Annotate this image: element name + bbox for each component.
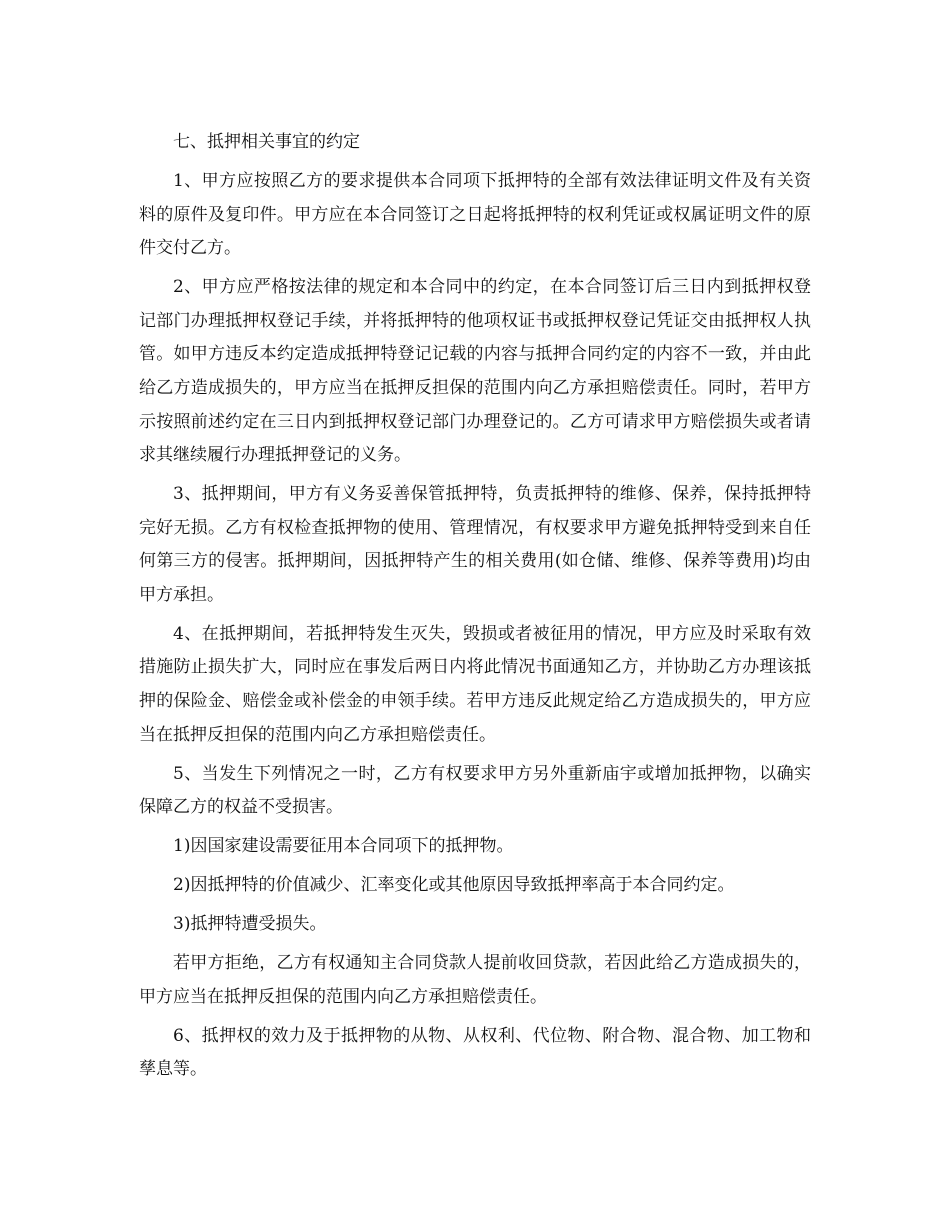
list-item: 2)因抵押特的价值减少、汇率变化或其他原因导致抵押率高于本合同约定。 (173, 875, 735, 896)
clause-paragraph: 1、甲方应按照乙方的要求提供本合同项下抵押特的全部有效法律证明文件及有关资料的原件及复印件。甲方应在本合同签订之日起将抵押特的权利凭证或权属证明文件的原件交付乙方。 (139, 170, 811, 259)
clause-paragraph: 若甲方拒绝，乙方有权通知主合同贷款人提前收回贷款，若因此给乙方造成损失的，甲方应当在抵押反担保的范围内向乙方承担赔偿责任。 (139, 953, 811, 1007)
clause-paragraph: 4、在抵押期间，若抵押特发生灭失，毁损或者被征用的情况，甲方应及时采取有效措施防止损失扩大，同时应在事发后两日内将此情况书面通知乙方，并协助乙方办理该抵押的保险金、赔偿金或补偿金的申领手续。若甲方违反此规定给乙方造成损失的，甲方应当在抵押反担保的范围内向乙方承担赔偿责任。 (139, 623, 811, 745)
clause-paragraph: 3、抵押期间，甲方有义务妥善保管抵押特，负责抵押特的维修、保养，保持抵押特完好无损。乙方有权检查抵押物的使用、管理情况，有权要求甲方避免抵押特受到来自任何第三方的侵害。抵押期间，因抵押特产生的相关费用(如仓储、维修、保养等费用)均由甲方承担。 (139, 484, 811, 605)
clause-paragraph: 2、甲方应严格按法律的规定和本合同中的约定，在本合同签订后三日内到抵押权登记部门办理抵押权登记手续，并将抵押特的他项权证书或抵押权登记凭证交由抵押权人执管。如甲方违反本约定造成抵押特登记记载的内容与抵押合同约定的内容不一致，并由此给乙方造成损失的，甲方应当在抵押反担保的范围内向乙方承担赔偿责任。同时，若甲方示按照前述约定在三日内到抵押权登记部门办理登记的。乙方可请求甲方赔偿损失或者请求其继续履行办理抵押登记的义务。 (139, 277, 811, 466)
section-heading: 七、抵押相关事宜的约定 (173, 132, 360, 152)
list-item: 1)因国家建设需要征用本合同项下的抵押物。 (173, 836, 514, 857)
list-item: 3)抵押特遭受损失。 (173, 914, 327, 935)
clause-paragraph: 6、抵押权的效力及于抵押物的从物、从权利、代位物、附合物、混合物、加工物和孳息等。 (139, 1025, 811, 1080)
document-body (139, 126, 811, 1092)
clause-paragraph: 5、当发生下列情况之一时，乙方有权要求甲方另外重新庙宇或增加抵押物，以确实保障乙方的权益不受损害。 (139, 763, 811, 818)
